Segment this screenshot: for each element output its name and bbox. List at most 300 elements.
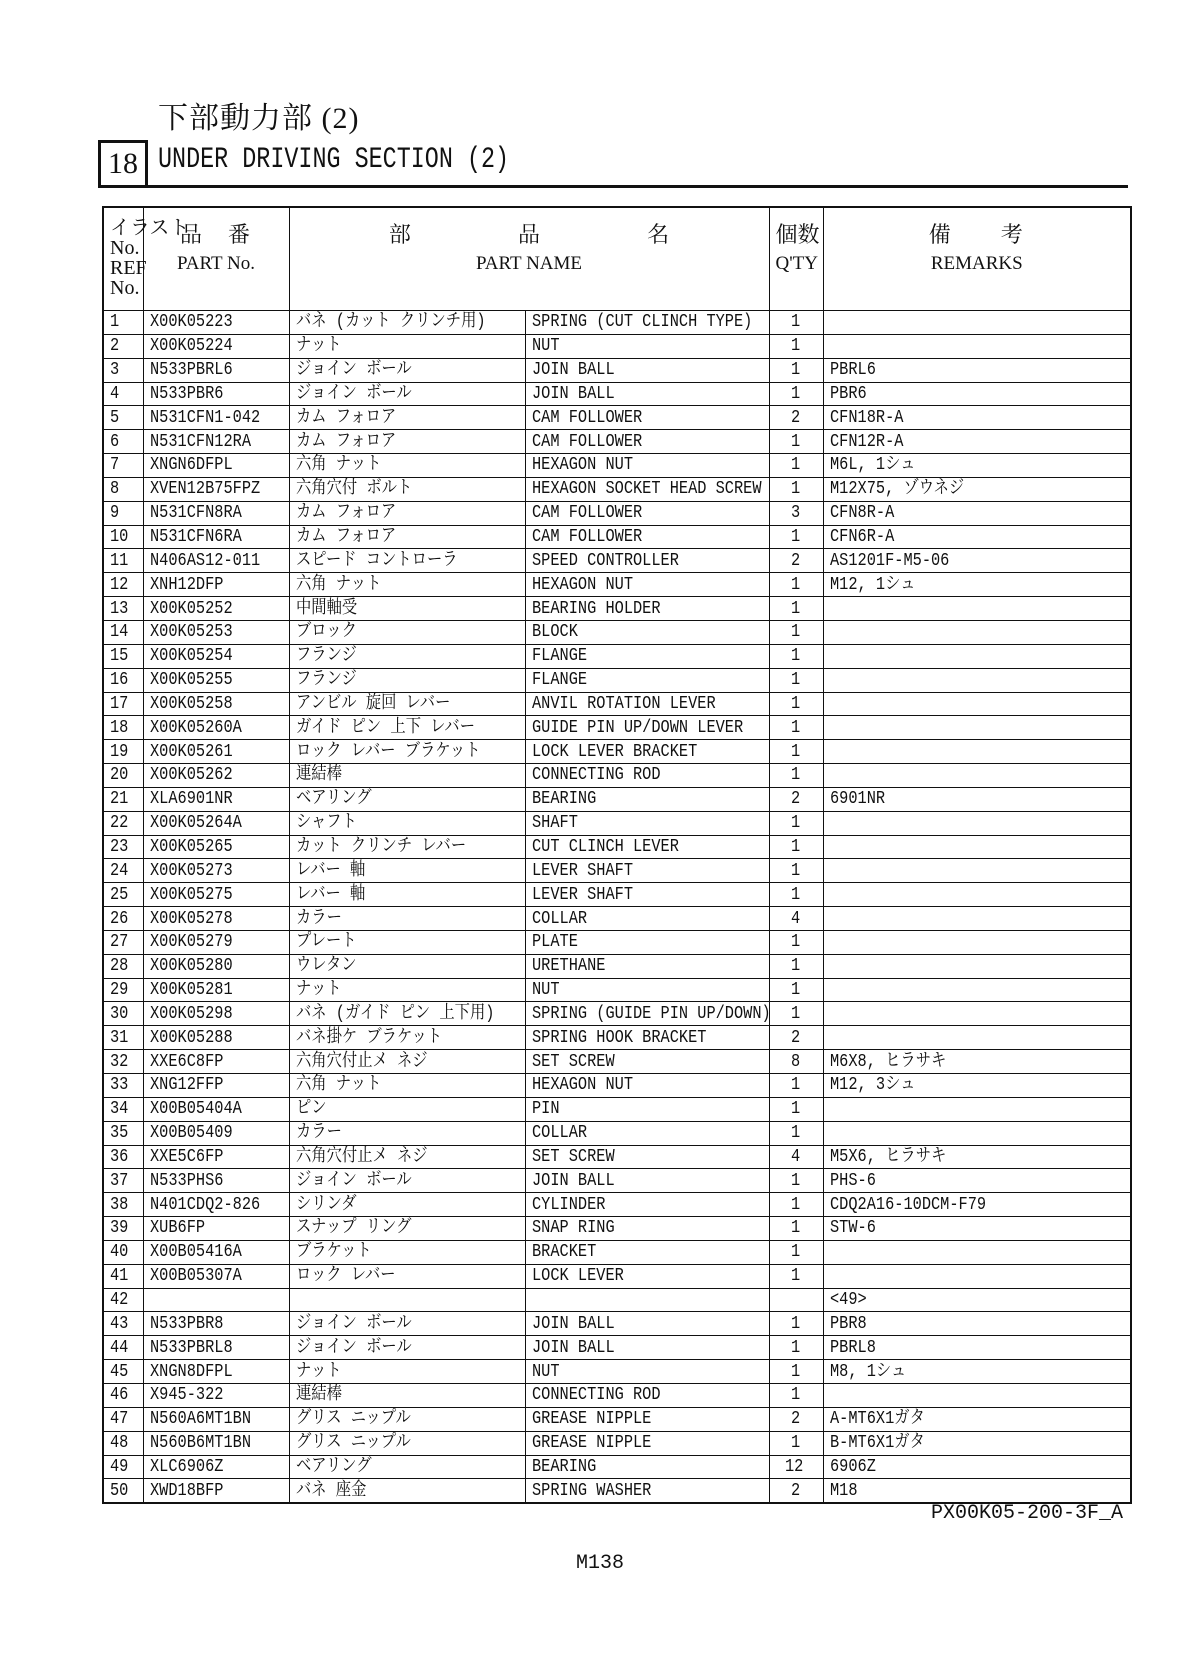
cell-name-en: LOCK LEVER BRACKET (525, 740, 769, 764)
cell-name-jp: スナップ リング (289, 1217, 525, 1241)
cell-remarks: M18 (823, 1479, 1131, 1503)
cell-part-no: X00K05258 (143, 692, 289, 716)
cell-remarks: M8, 1シュ (823, 1360, 1131, 1384)
cell-ref: 39 (103, 1217, 143, 1241)
table-row (103, 1264, 1131, 1288)
cell-ref: 17 (103, 692, 143, 716)
cell-qty: 1 (769, 454, 823, 478)
cell-name-jp: グリス ニップル (289, 1407, 525, 1431)
cell-name-jp: ナット (289, 334, 525, 358)
cell-remarks: M5X6, ヒラサキ (823, 1145, 1131, 1169)
cell-part-no: N560B6MT1BN (143, 1431, 289, 1455)
col-header-part-no-en: PART No. (176, 253, 256, 274)
cell-remarks: PHS-6 (823, 1169, 1131, 1193)
cell-part-no: X00K05224 (143, 334, 289, 358)
cell-qty: 1 (769, 1240, 823, 1264)
cell-name-en: NUT (525, 334, 769, 358)
cell-remarks: <49> (823, 1288, 1131, 1312)
cell-name-jp: ナット (289, 1360, 525, 1384)
cell-ref: 27 (103, 930, 143, 954)
cell-qty: 1 (769, 382, 823, 406)
cell-name-jp: 六角穴付止メ ネジ (289, 1050, 525, 1074)
table-row (103, 1312, 1131, 1336)
cell-qty: 1 (769, 859, 823, 883)
cell-remarks: PBR8 (823, 1312, 1131, 1336)
cell-name-en: BEARING HOLDER (525, 597, 769, 621)
table-row (103, 1336, 1131, 1360)
cell-name-en: CONNECTING ROD (525, 764, 769, 788)
cell-remarks: STW-6 (823, 1217, 1131, 1241)
cell-name-en: SNAP RING (525, 1217, 769, 1241)
cell-remarks (823, 597, 1131, 621)
cell-name-jp: バネ 座金 (289, 1479, 525, 1503)
cell-qty: 4 (769, 907, 823, 931)
cell-ref: 33 (103, 1074, 143, 1098)
cell-remarks: M12, 1シュ (823, 573, 1131, 597)
col-header-name-en: PART NAME (475, 253, 583, 274)
table-row (103, 382, 1131, 406)
cell-qty: 1 (769, 597, 823, 621)
cell-qty: 1 (769, 1217, 823, 1241)
cell-qty: 1 (769, 883, 823, 907)
cell-name-en: SPRING HOOK BRACKET (525, 1026, 769, 1050)
cell-part-no: X00K05278 (143, 907, 289, 931)
table-row (103, 811, 1131, 835)
cell-part-no (143, 1288, 289, 1312)
section-number: 18 (98, 140, 148, 188)
cell-part-no: X00K05281 (143, 978, 289, 1002)
table-row (103, 1217, 1131, 1241)
cell-name-jp: ガイド ピン 上下 レバー (289, 716, 525, 740)
cell-name-en: CAM FOLLOWER (525, 430, 769, 454)
cell-ref: 30 (103, 1002, 143, 1026)
cell-qty: 1 (769, 525, 823, 549)
cell-remarks (823, 620, 1131, 644)
cell-name-jp: ジョイン ボール (289, 1169, 525, 1193)
table-row (103, 740, 1131, 764)
cell-name-jp: ロック レバー ブラケット (289, 740, 525, 764)
cell-remarks: 6906Z (823, 1455, 1131, 1479)
cell-name-jp: ジョイン ボール (289, 1336, 525, 1360)
cell-part-no: X00K05255 (143, 668, 289, 692)
table-row (103, 692, 1131, 716)
cell-part-no: XLC6906Z (143, 1455, 289, 1479)
parts-table-body (103, 311, 1131, 1504)
cell-ref: 8 (103, 477, 143, 501)
cell-name-en: HEXAGON NUT (525, 1074, 769, 1098)
cell-ref: 5 (103, 406, 143, 430)
cell-name-en: NUT (525, 1360, 769, 1384)
table-row (103, 358, 1131, 382)
cell-part-no: X00K05275 (143, 883, 289, 907)
cell-name-jp: 連結棒 (289, 1383, 525, 1407)
cell-name-en: FLANGE (525, 644, 769, 668)
cell-name-jp: ジョイン ボール (289, 1312, 525, 1336)
cell-qty: 1 (769, 954, 823, 978)
cell-name-en: BRACKET (525, 1240, 769, 1264)
cell-ref: 23 (103, 835, 143, 859)
cell-qty: 1 (769, 1193, 823, 1217)
cell-qty: 2 (769, 787, 823, 811)
cell-name-en: SET SCREW (525, 1145, 769, 1169)
cell-name-jp: シャフト (289, 811, 525, 835)
cell-qty: 1 (769, 1264, 823, 1288)
cell-part-no: X00B05409 (143, 1121, 289, 1145)
cell-qty: 1 (769, 620, 823, 644)
cell-remarks: B-MT6X1ガタ (823, 1431, 1131, 1455)
cell-name-en: BEARING (525, 787, 769, 811)
cell-qty: 2 (769, 1407, 823, 1431)
cell-ref: 47 (103, 1407, 143, 1431)
cell-part-no: X00K05288 (143, 1026, 289, 1050)
table-row (103, 549, 1131, 573)
cell-part-no: XUB6FP (143, 1217, 289, 1241)
table-row (103, 597, 1131, 621)
cell-part-no: X00K05279 (143, 930, 289, 954)
cell-name-jp (289, 1288, 525, 1312)
cell-remarks: 6901NR (823, 787, 1131, 811)
cell-ref: 32 (103, 1050, 143, 1074)
cell-part-no: N533PBRL6 (143, 358, 289, 382)
col-header-ref (103, 207, 190, 311)
cell-ref: 6 (103, 430, 143, 454)
cell-name-jp: カム フォロア (289, 430, 525, 454)
cell-ref: 1 (103, 311, 143, 335)
title-divider (98, 185, 1128, 188)
parts-table (102, 206, 1132, 1504)
cell-ref: 41 (103, 1264, 143, 1288)
document-reference: PX00K05-200-3F_A (930, 1502, 1123, 1525)
table-row (103, 1455, 1131, 1479)
cell-ref: 20 (103, 764, 143, 788)
cell-name-jp: グリス ニップル (289, 1431, 525, 1455)
table-row (103, 716, 1131, 740)
cell-name-en: JOIN BALL (525, 1169, 769, 1193)
cell-remarks (823, 1383, 1131, 1407)
cell-name-en: HEXAGON NUT (525, 454, 769, 478)
cell-part-no: N560A6MT1BN (143, 1407, 289, 1431)
cell-remarks (823, 883, 1131, 907)
cell-remarks: CFN6R-A (823, 525, 1131, 549)
cell-name-en: LEVER SHAFT (525, 859, 769, 883)
table-row (103, 311, 1131, 335)
table-row (103, 1169, 1131, 1193)
table-row (103, 454, 1131, 478)
cell-name-en: CUT CLINCH LEVER (525, 835, 769, 859)
cell-name-jp: レバー 軸 (289, 883, 525, 907)
cell-qty: 1 (769, 835, 823, 859)
col-header-name-jp-3: 名 (647, 222, 670, 247)
cell-remarks (823, 1026, 1131, 1050)
table-row (103, 1050, 1131, 1074)
cell-qty: 1 (769, 1312, 823, 1336)
cell-remarks: M12, 3シュ (823, 1074, 1131, 1098)
table-row (103, 334, 1131, 358)
table-row (103, 1383, 1131, 1407)
cell-name-en (525, 1288, 769, 1312)
cell-name-en: JOIN BALL (525, 382, 769, 406)
cell-part-no: XXE6C8FP (143, 1050, 289, 1074)
cell-name-jp: スピード コントローラ (289, 549, 525, 573)
cell-name-jp: シリンダ (289, 1193, 525, 1217)
cell-ref: 3 (103, 358, 143, 382)
cell-part-no: X00K05253 (143, 620, 289, 644)
cell-remarks (823, 978, 1131, 1002)
cell-remarks: CFN12R-A (823, 430, 1131, 454)
cell-part-no: N533PHS6 (143, 1169, 289, 1193)
table-row (103, 1097, 1131, 1121)
cell-name-jp: カラー (289, 907, 525, 931)
cell-name-en: SPRING (CUT CLINCH TYPE) (525, 311, 769, 335)
cell-qty: 1 (769, 716, 823, 740)
cell-qty: 1 (769, 1336, 823, 1360)
table-row (103, 1121, 1131, 1145)
cell-name-en: JOIN BALL (525, 358, 769, 382)
cell-part-no: X00K05252 (143, 597, 289, 621)
cell-name-jp: カラー (289, 1121, 525, 1145)
cell-remarks (823, 811, 1131, 835)
cell-name-jp: カット クリンチ レバー (289, 835, 525, 859)
cell-part-no: N531CFN12RA (143, 430, 289, 454)
cell-qty: 8 (769, 1050, 823, 1074)
cell-ref: 19 (103, 740, 143, 764)
cell-name-jp: 六角 ナット (289, 1074, 525, 1098)
cell-ref: 42 (103, 1288, 143, 1312)
cell-remarks (823, 1121, 1131, 1145)
cell-part-no: N401CDQ2-826 (143, 1193, 289, 1217)
cell-name-jp: ロック レバー (289, 1264, 525, 1288)
cell-part-no: X00K05262 (143, 764, 289, 788)
cell-ref: 25 (103, 883, 143, 907)
col-header-part-no-jp: 品 番 (179, 222, 252, 247)
table-row (103, 1360, 1131, 1384)
cell-ref: 48 (103, 1431, 143, 1455)
cell-remarks (823, 930, 1131, 954)
cell-name-en: CONNECTING ROD (525, 1383, 769, 1407)
cell-name-jp: バネ (カット クリンチ用) (289, 311, 525, 335)
table-row (103, 1074, 1131, 1098)
cell-ref: 21 (103, 787, 143, 811)
cell-ref: 28 (103, 954, 143, 978)
cell-ref: 24 (103, 859, 143, 883)
cell-qty: 1 (769, 1169, 823, 1193)
cell-ref: 4 (103, 382, 143, 406)
cell-remarks (823, 835, 1131, 859)
cell-name-jp: ジョイン ボール (289, 382, 525, 406)
cell-ref: 44 (103, 1336, 143, 1360)
cell-ref: 36 (103, 1145, 143, 1169)
cell-remarks: M12X75, ゾウネジ (823, 477, 1131, 501)
col-header-remarks-en: REMARKS (930, 253, 1023, 274)
cell-part-no: X00K05265 (143, 835, 289, 859)
cell-name-jp: アンビル 旋回 レバー (289, 692, 525, 716)
cell-name-jp: バネ掛ケ ブラケット (289, 1026, 525, 1050)
cell-qty: 1 (769, 1097, 823, 1121)
cell-part-no: X945-322 (143, 1383, 289, 1407)
cell-name-en: SPRING WASHER (525, 1479, 769, 1503)
table-row (103, 954, 1131, 978)
table-row (103, 787, 1131, 811)
cell-part-no: XNG12FFP (143, 1074, 289, 1098)
cell-qty: 1 (769, 430, 823, 454)
cell-name-jp: 六角穴付止メ ネジ (289, 1145, 525, 1169)
cell-qty: 2 (769, 549, 823, 573)
cell-name-jp: ベアリング (289, 787, 525, 811)
cell-name-en: LEVER SHAFT (525, 883, 769, 907)
cell-name-jp: 六角 ナット (289, 454, 525, 478)
cell-remarks: CDQ2A16-10DCM-F79 (823, 1193, 1131, 1217)
cell-name-en: BEARING (525, 1455, 769, 1479)
cell-name-en: GREASE NIPPLE (525, 1407, 769, 1431)
col-header-qty (769, 207, 823, 311)
cell-part-no: XNGN8DFPL (143, 1360, 289, 1384)
cell-name-jp: ジョイン ボール (289, 358, 525, 382)
cell-name-en: LOCK LEVER (525, 1264, 769, 1288)
cell-name-jp: ウレタン (289, 954, 525, 978)
cell-qty: 1 (769, 573, 823, 597)
cell-qty: 1 (769, 477, 823, 501)
cell-name-en: COLLAR (525, 1121, 769, 1145)
cell-name-en: FLANGE (525, 668, 769, 692)
cell-qty: 1 (769, 978, 823, 1002)
cell-name-jp: フランジ (289, 668, 525, 692)
cell-qty: 1 (769, 740, 823, 764)
cell-part-no: X00K05261 (143, 740, 289, 764)
cell-ref: 22 (103, 811, 143, 835)
cell-name-jp: バネ (ガイド ピン 上下用) (289, 1002, 525, 1026)
cell-ref: 13 (103, 597, 143, 621)
cell-name-jp: ナット (289, 978, 525, 1002)
cell-qty: 1 (769, 764, 823, 788)
cell-part-no: X00K05254 (143, 644, 289, 668)
cell-part-no: XVEN12B75FPZ (143, 477, 289, 501)
cell-qty: 1 (769, 1121, 823, 1145)
cell-ref: 46 (103, 1383, 143, 1407)
table-row (103, 1431, 1131, 1455)
cell-part-no: XNGN6DFPL (143, 454, 289, 478)
cell-ref: 40 (103, 1240, 143, 1264)
cell-qty: 1 (769, 1002, 823, 1026)
cell-remarks (823, 644, 1131, 668)
cell-part-no: X00B05307A (143, 1264, 289, 1288)
cell-ref: 18 (103, 716, 143, 740)
cell-part-no: X00K05273 (143, 859, 289, 883)
table-row (103, 1240, 1131, 1264)
cell-ref: 16 (103, 668, 143, 692)
col-header-ref-en-3: No. (110, 277, 140, 299)
col-header-ref-jp: イラスト (110, 217, 190, 239)
cell-part-no: X00K05223 (143, 311, 289, 335)
cell-name-jp: カム フォロア (289, 501, 525, 525)
cell-ref: 26 (103, 907, 143, 931)
table-header-row (103, 207, 1131, 311)
cell-qty: 1 (769, 1360, 823, 1384)
cell-part-no: N531CFN6RA (143, 525, 289, 549)
cell-name-en: SPRING (GUIDE PIN UP/DOWN) (525, 1002, 769, 1026)
cell-part-no: N531CFN8RA (143, 501, 289, 525)
table-row (103, 930, 1131, 954)
col-header-ref-en-2: REF (110, 257, 147, 279)
cell-ref: 37 (103, 1169, 143, 1193)
cell-qty: 1 (769, 1383, 823, 1407)
cell-name-en: CAM FOLLOWER (525, 406, 769, 430)
cell-remarks (823, 1002, 1131, 1026)
page-title-jp: 下部動力部 (2) (158, 102, 360, 135)
cell-ref: 10 (103, 525, 143, 549)
cell-name-jp: ブロック (289, 620, 525, 644)
cell-name-jp: 六角 ナット (289, 573, 525, 597)
cell-qty: 2 (769, 1026, 823, 1050)
cell-ref: 9 (103, 501, 143, 525)
col-header-remarks (823, 207, 1131, 311)
cell-name-en: URETHANE (525, 954, 769, 978)
cell-ref: 12 (103, 573, 143, 597)
cell-qty: 1 (769, 358, 823, 382)
table-row (103, 1002, 1131, 1026)
cell-ref: 45 (103, 1360, 143, 1384)
table-row (103, 668, 1131, 692)
table-row (103, 1145, 1131, 1169)
table-row (103, 644, 1131, 668)
cell-name-en: PIN (525, 1097, 769, 1121)
cell-remarks (823, 1264, 1131, 1288)
col-header-part-name (289, 207, 769, 311)
cell-qty: 2 (769, 1479, 823, 1503)
cell-part-no: XXE5C6FP (143, 1145, 289, 1169)
cell-qty: 1 (769, 1074, 823, 1098)
cell-name-en: ANVIL ROTATION LEVER (525, 692, 769, 716)
cell-qty: 1 (769, 644, 823, 668)
cell-name-en: CYLINDER (525, 1193, 769, 1217)
cell-qty: 1 (769, 930, 823, 954)
cell-qty: 1 (769, 692, 823, 716)
cell-part-no: X00K05264A (143, 811, 289, 835)
cell-name-jp: フランジ (289, 644, 525, 668)
cell-remarks (823, 1240, 1131, 1264)
cell-name-en: HEXAGON NUT (525, 573, 769, 597)
col-header-name-jp-2: 品 (517, 222, 540, 247)
cell-name-en: JOIN BALL (525, 1312, 769, 1336)
cell-qty: 1 (769, 1431, 823, 1455)
cell-qty: 1 (769, 311, 823, 335)
cell-name-en: PLATE (525, 930, 769, 954)
cell-remarks (823, 1097, 1131, 1121)
cell-name-jp: レバー 軸 (289, 859, 525, 883)
cell-remarks (823, 907, 1131, 931)
cell-qty: 4 (769, 1145, 823, 1169)
cell-qty: 3 (769, 501, 823, 525)
cell-remarks: PBRL6 (823, 358, 1131, 382)
cell-name-jp: プレート (289, 930, 525, 954)
table-row (103, 883, 1131, 907)
cell-ref: 29 (103, 978, 143, 1002)
cell-name-jp: 六角穴付 ボルト (289, 477, 525, 501)
cell-remarks (823, 334, 1131, 358)
cell-name-en: SPEED CONTROLLER (525, 549, 769, 573)
cell-part-no: XNH12DFP (143, 573, 289, 597)
cell-remarks (823, 668, 1131, 692)
table-row (103, 835, 1131, 859)
cell-name-jp: 中間軸受 (289, 597, 525, 621)
cell-ref: 31 (103, 1026, 143, 1050)
cell-qty: 2 (769, 406, 823, 430)
cell-name-jp: カム フォロア (289, 406, 525, 430)
table-row (103, 1026, 1131, 1050)
cell-qty: 1 (769, 668, 823, 692)
table-row (103, 1479, 1131, 1503)
cell-part-no: N531CFN1-042 (143, 406, 289, 430)
table-row (103, 1407, 1131, 1431)
